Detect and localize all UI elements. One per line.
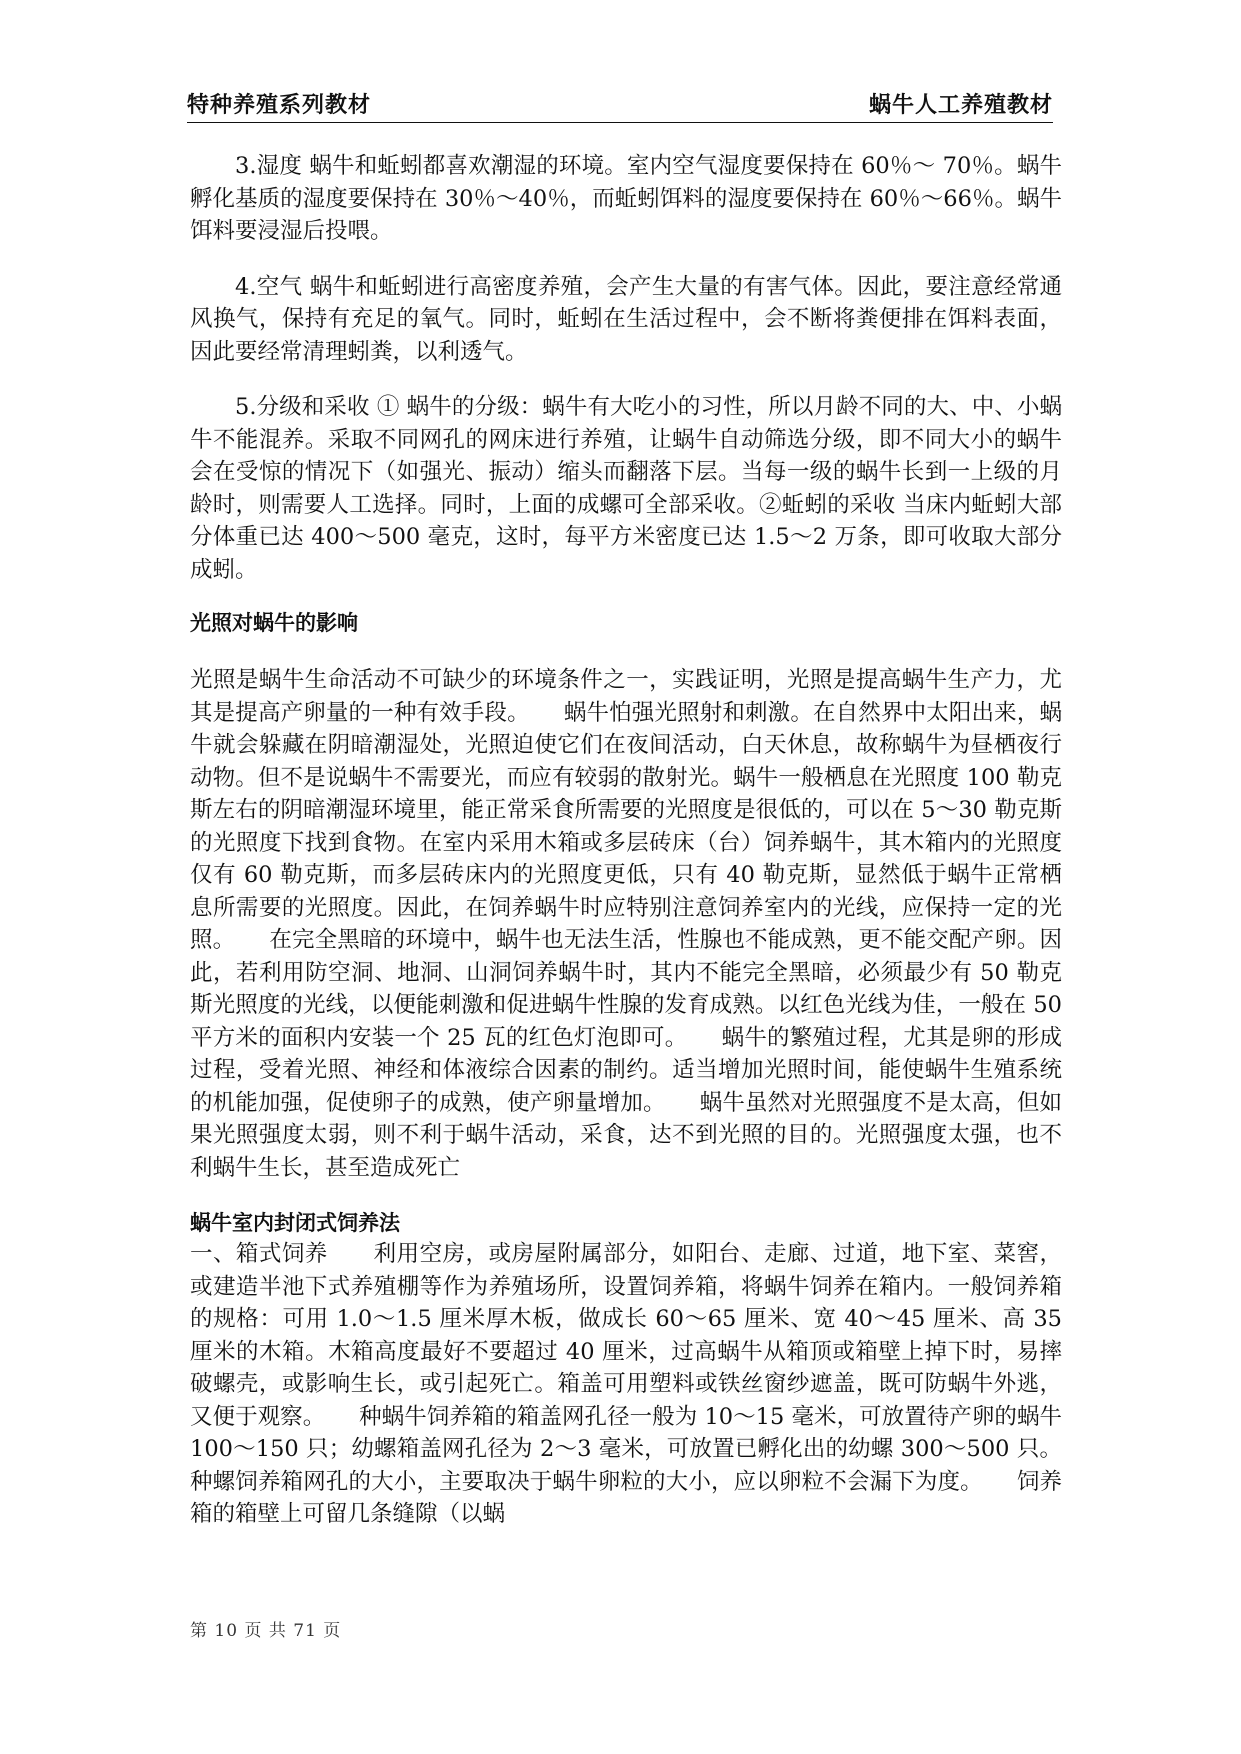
- paragraph-box-breeding: 一、箱式饲养 利用空房，或房屋附属部分，如阳台、走廊、过道，地下室、菜窖，或建造半池下式养殖棚等作为养殖场所，设置饲养箱，将蜗牛饲养在箱内。一般饲养箱的规格：可用 1.0～1.5 厘米厚木板，做成长 60～65 厘米、宽 40～45 厘米、高 35 厘米的木箱。木箱高度最好不要超过 40 厘米，过高蜗牛从箱顶或箱壁上掉下时，易摔破螺壳，或影响生长，或引起死亡。箱盖可用塑料或铁丝窗纱遮盖，既可防蜗牛外逃，又便于观察。 种蜗牛饲养箱的箱盖网孔径一般为 10～15 毫米，可放置待产卵的蜗牛 100～150 只；幼螺箱盖网孔径为 2～3 毫米，可放置已孵化出的幼螺 300～500 只。种螺饲养箱网孔的大小，主要取决于蜗牛卵粒的大小，应以卵粒不会漏下为度。 饲养箱的箱壁上可留几条缝隙（以蜗: [190, 1241, 1062, 1527]
- header-book-title: 蜗牛人工养殖教材: [868, 93, 1053, 118]
- section-heading-light: 光照对蜗牛的影响: [190, 611, 358, 635]
- page-content: [190, 150, 1062, 1531]
- paragraph-humidity: 3.湿度 蜗牛和蚯蚓都喜欢潮湿的环境。室内空气湿度要保持在 60％～ 70％。蜗牛孵化基质的湿度要保持在 30％～40％，而蚯蚓饵料的湿度要保持在 60％～66％。蜗牛饵料要浸湿后投喂。: [190, 153, 1062, 244]
- paragraph-air: 4.空气 蜗牛和蚯蚓进行高密度养殖，会产生大量的有害气体。因此，要注意经常通风换气，保持有充足的氧气。同时，蚯蚓在生活过程中，会不断将粪便排在饵料表面，因此要经常清理蚓粪，以利透气。: [190, 273, 1062, 365]
- header-series-title: 特种养殖系列教材: [187, 93, 372, 118]
- paragraph-light-effects: 光照是蜗牛生命活动不可缺少的环境条件之一，实践证明，光照是提高蜗牛生产力，尤其是提高产卵量的一种有效手段。 蜗牛怕强光照射和刺激。在自然界中太阳出来，蜗牛就会躲藏在阴暗潮湿处，光照迫使它们在夜间活动，白天休息，故称蜗牛为昼栖夜行动物。但不是说蜗牛不需要光，而应有较弱的散射光。蜗牛一般栖息在光照度 100 勒克斯左右的阴暗潮湿环境里，能正常采食所需要的光照度是很低的，可以在 5～30 勒克斯的光照度下找到食物。在室内采用木箱或多层砖床（台）饲养蜗牛，其木箱内的光照度仅有 60 勒克斯，而多层砖床内的光照度更低，只有 40 勒克斯，显然低于蜗牛正常栖息所需要的光照度。因此，在饲养蜗牛时应特别注意饲养室内的光线，应保持一定的光照。 在完全黑暗的环境中，蜗牛也无法生活，性腺也不能成熟，更不能交配产卵。因此，若利用防空洞、地洞、山洞饲养蜗牛时，其内不能完全黑暗，必须最少有 50 勒克斯光照度的光线，以便能刺激和促进蜗牛性腺的发育成熟。以红色光线为佳，一般在 50 平方米的面积内安装一个 25 瓦的红色灯泡即可。 蜗牛的繁殖过程，尤其是卵的形成过程，受着光照、神经和体液综合因素的制约。适当增加光照时间，能使蜗牛生殖系统的机能加强，促使卵子的成熟，使产卵量增加。 蜗牛虽然对光照强度不是太高，但如果光照强度太弱，则不利于蜗牛活动，采食，达不到光照的目的。光照强度太强，也不利蜗牛生长，甚至造成死亡: [190, 667, 1062, 1181]
- section-heading-indoor-breeding: 蜗牛室内封闭式饲养法: [190, 1211, 400, 1235]
- page-header: [187, 90, 1053, 123]
- paragraph-grading-harvest: 5.分级和采收 ① 蜗牛的分级：蜗牛有大吃小的习性，所以月龄不同的大、中、小蜗牛不能混养。采取不同网孔的网床进行养殖，让蜗牛自动筛选分级，即不同大小的蜗牛会在受惊的情况下（如强光、振动）缩头而翻落下层。当每一级的蜗牛长到一上级的月龄时，则需要人工选择。同时，上面的成螺可全部采收。②蚯蚓的采收 当床内蚯蚓大部分体重已达 400～500 毫克，这时，每平方米密度已达 1.5～2 万条，即可收取大部分成蚓。: [190, 394, 1062, 583]
- page-number: 第 10 页 共 71 页: [190, 1621, 342, 1641]
